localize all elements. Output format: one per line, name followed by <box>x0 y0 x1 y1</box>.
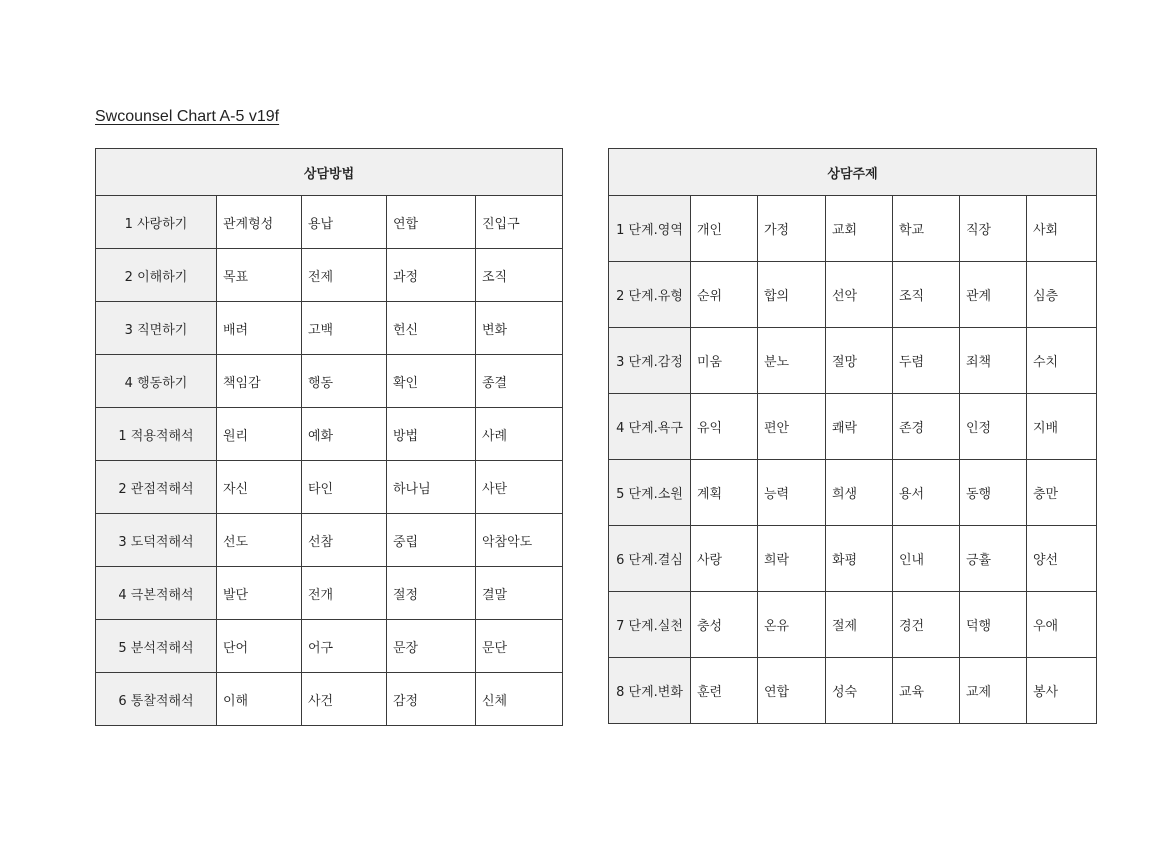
table-cell: 헌신 <box>387 302 476 355</box>
row-label: 4 행동하기 <box>96 355 217 408</box>
table-cell: 분노 <box>758 328 826 394</box>
row-label: 2 관점적해석 <box>96 461 217 514</box>
counseling-topics-table <box>608 148 1097 724</box>
methods-table-row <box>96 355 563 408</box>
row-label: 1 단계.영역 <box>609 196 691 262</box>
methods-table-row <box>96 249 563 302</box>
table-cell: 용납 <box>302 196 387 249</box>
topics-table-row <box>609 658 1097 724</box>
table-cell: 절망 <box>826 328 893 394</box>
table-cell: 사탄 <box>476 461 563 514</box>
table-cell: 용서 <box>893 460 960 526</box>
table-cell: 악참악도 <box>476 514 563 567</box>
table-cell: 온유 <box>758 592 826 658</box>
table-cell: 인내 <box>893 526 960 592</box>
table-cell: 어구 <box>302 620 387 673</box>
table-cell: 고백 <box>302 302 387 355</box>
row-label: 5 단계.소원 <box>609 460 691 526</box>
table-cell: 학교 <box>893 196 960 262</box>
table-cell: 사랑 <box>691 526 758 592</box>
table-cell: 자신 <box>217 461 302 514</box>
row-label: 6 단계.결심 <box>609 526 691 592</box>
table-cell: 관계형성 <box>217 196 302 249</box>
table-cell: 전개 <box>302 567 387 620</box>
methods-table-row <box>96 620 563 673</box>
topics-table-row <box>609 328 1097 394</box>
table-cell: 단어 <box>217 620 302 673</box>
table-cell: 배려 <box>217 302 302 355</box>
topics-table-header: 상담주제 <box>609 149 1097 196</box>
topics-table-row <box>609 394 1097 460</box>
row-label: 5 분석적해석 <box>96 620 217 673</box>
table-cell: 우애 <box>1027 592 1097 658</box>
table-cell: 타인 <box>302 461 387 514</box>
table-cell: 결말 <box>476 567 563 620</box>
row-label: 3 도덕적해석 <box>96 514 217 567</box>
table-cell: 수치 <box>1027 328 1097 394</box>
table-cell: 책임감 <box>217 355 302 408</box>
table-cell: 교육 <box>893 658 960 724</box>
table-cell: 훈련 <box>691 658 758 724</box>
row-label: 1 사랑하기 <box>96 196 217 249</box>
methods-table-row <box>96 514 563 567</box>
methods-table-row <box>96 408 563 461</box>
table-cell: 희락 <box>758 526 826 592</box>
table-cell: 선도 <box>217 514 302 567</box>
table-cell: 사례 <box>476 408 563 461</box>
table-cell: 양선 <box>1027 526 1097 592</box>
methods-table-row <box>96 302 563 355</box>
row-label: 1 적용적해석 <box>96 408 217 461</box>
table-cell: 원리 <box>217 408 302 461</box>
topics-table-row <box>609 592 1097 658</box>
table-cell: 순위 <box>691 262 758 328</box>
table-cell: 교제 <box>960 658 1027 724</box>
table-cell: 발단 <box>217 567 302 620</box>
row-label: 7 단계.실천 <box>609 592 691 658</box>
methods-table-header: 상담방법 <box>96 149 563 196</box>
table-cell: 교회 <box>826 196 893 262</box>
table-cell: 충성 <box>691 592 758 658</box>
table-cell: 연합 <box>758 658 826 724</box>
document-title: Swcounsel Chart A-5 v19f <box>95 108 280 125</box>
table-cell: 방법 <box>387 408 476 461</box>
row-label: 2 단계.유형 <box>609 262 691 328</box>
table-cell: 가정 <box>758 196 826 262</box>
table-cell: 예화 <box>302 408 387 461</box>
row-label: 2 이해하기 <box>96 249 217 302</box>
table-cell: 문단 <box>476 620 563 673</box>
table-cell: 확인 <box>387 355 476 408</box>
table-cell: 사회 <box>1027 196 1097 262</box>
table-cell: 조직 <box>893 262 960 328</box>
row-label: 3 단계.감정 <box>609 328 691 394</box>
topics-table-row <box>609 262 1097 328</box>
table-cell: 관계 <box>960 262 1027 328</box>
table-cell: 충만 <box>1027 460 1097 526</box>
table-cell: 직장 <box>960 196 1027 262</box>
methods-table-row <box>96 196 563 249</box>
table-cell: 선악 <box>826 262 893 328</box>
table-cell: 개인 <box>691 196 758 262</box>
table-cell: 성숙 <box>826 658 893 724</box>
methods-table-row <box>96 567 563 620</box>
table-cell: 봉사 <box>1027 658 1097 724</box>
table-cell: 긍휼 <box>960 526 1027 592</box>
table-cell: 절정 <box>387 567 476 620</box>
table-cell: 이해 <box>217 673 302 726</box>
table-cell: 덕행 <box>960 592 1027 658</box>
table-cell: 합의 <box>758 262 826 328</box>
table-cell: 행동 <box>302 355 387 408</box>
row-label: 4 극본적해석 <box>96 567 217 620</box>
table-cell: 동행 <box>960 460 1027 526</box>
row-label: 3 직면하기 <box>96 302 217 355</box>
table-cell: 절제 <box>826 592 893 658</box>
table-cell: 미움 <box>691 328 758 394</box>
table-cell: 문장 <box>387 620 476 673</box>
topics-table-row <box>609 196 1097 262</box>
table-cell: 존경 <box>893 394 960 460</box>
table-cell: 편안 <box>758 394 826 460</box>
table-cell: 사건 <box>302 673 387 726</box>
table-cell: 조직 <box>476 249 563 302</box>
table-cell: 능력 <box>758 460 826 526</box>
topics-table-row <box>609 460 1097 526</box>
table-cell: 희생 <box>826 460 893 526</box>
table-cell: 화평 <box>826 526 893 592</box>
table-cell: 신체 <box>476 673 563 726</box>
table-cell: 계획 <box>691 460 758 526</box>
table-cell: 두렴 <box>893 328 960 394</box>
table-cell: 선참 <box>302 514 387 567</box>
methods-table-row <box>96 673 563 726</box>
methods-table-row <box>96 461 563 514</box>
table-cell: 감정 <box>387 673 476 726</box>
table-cell: 인정 <box>960 394 1027 460</box>
table-cell: 연합 <box>387 196 476 249</box>
table-cell: 목표 <box>217 249 302 302</box>
table-cell: 유익 <box>691 394 758 460</box>
counseling-methods-table <box>95 148 563 726</box>
table-cell: 쾌락 <box>826 394 893 460</box>
table-cell: 심층 <box>1027 262 1097 328</box>
table-cell: 진입구 <box>476 196 563 249</box>
topics-table-row <box>609 526 1097 592</box>
table-cell: 종결 <box>476 355 563 408</box>
table-cell: 중립 <box>387 514 476 567</box>
row-label: 8 단계.변화 <box>609 658 691 724</box>
row-label: 4 단계.욕구 <box>609 394 691 460</box>
table-cell: 하나님 <box>387 461 476 514</box>
table-cell: 죄책 <box>960 328 1027 394</box>
row-label: 6 통찰적해석 <box>96 673 217 726</box>
table-cell: 과정 <box>387 249 476 302</box>
table-cell: 변화 <box>476 302 563 355</box>
table-cell: 전제 <box>302 249 387 302</box>
table-cell: 지배 <box>1027 394 1097 460</box>
table-cell: 경건 <box>893 592 960 658</box>
